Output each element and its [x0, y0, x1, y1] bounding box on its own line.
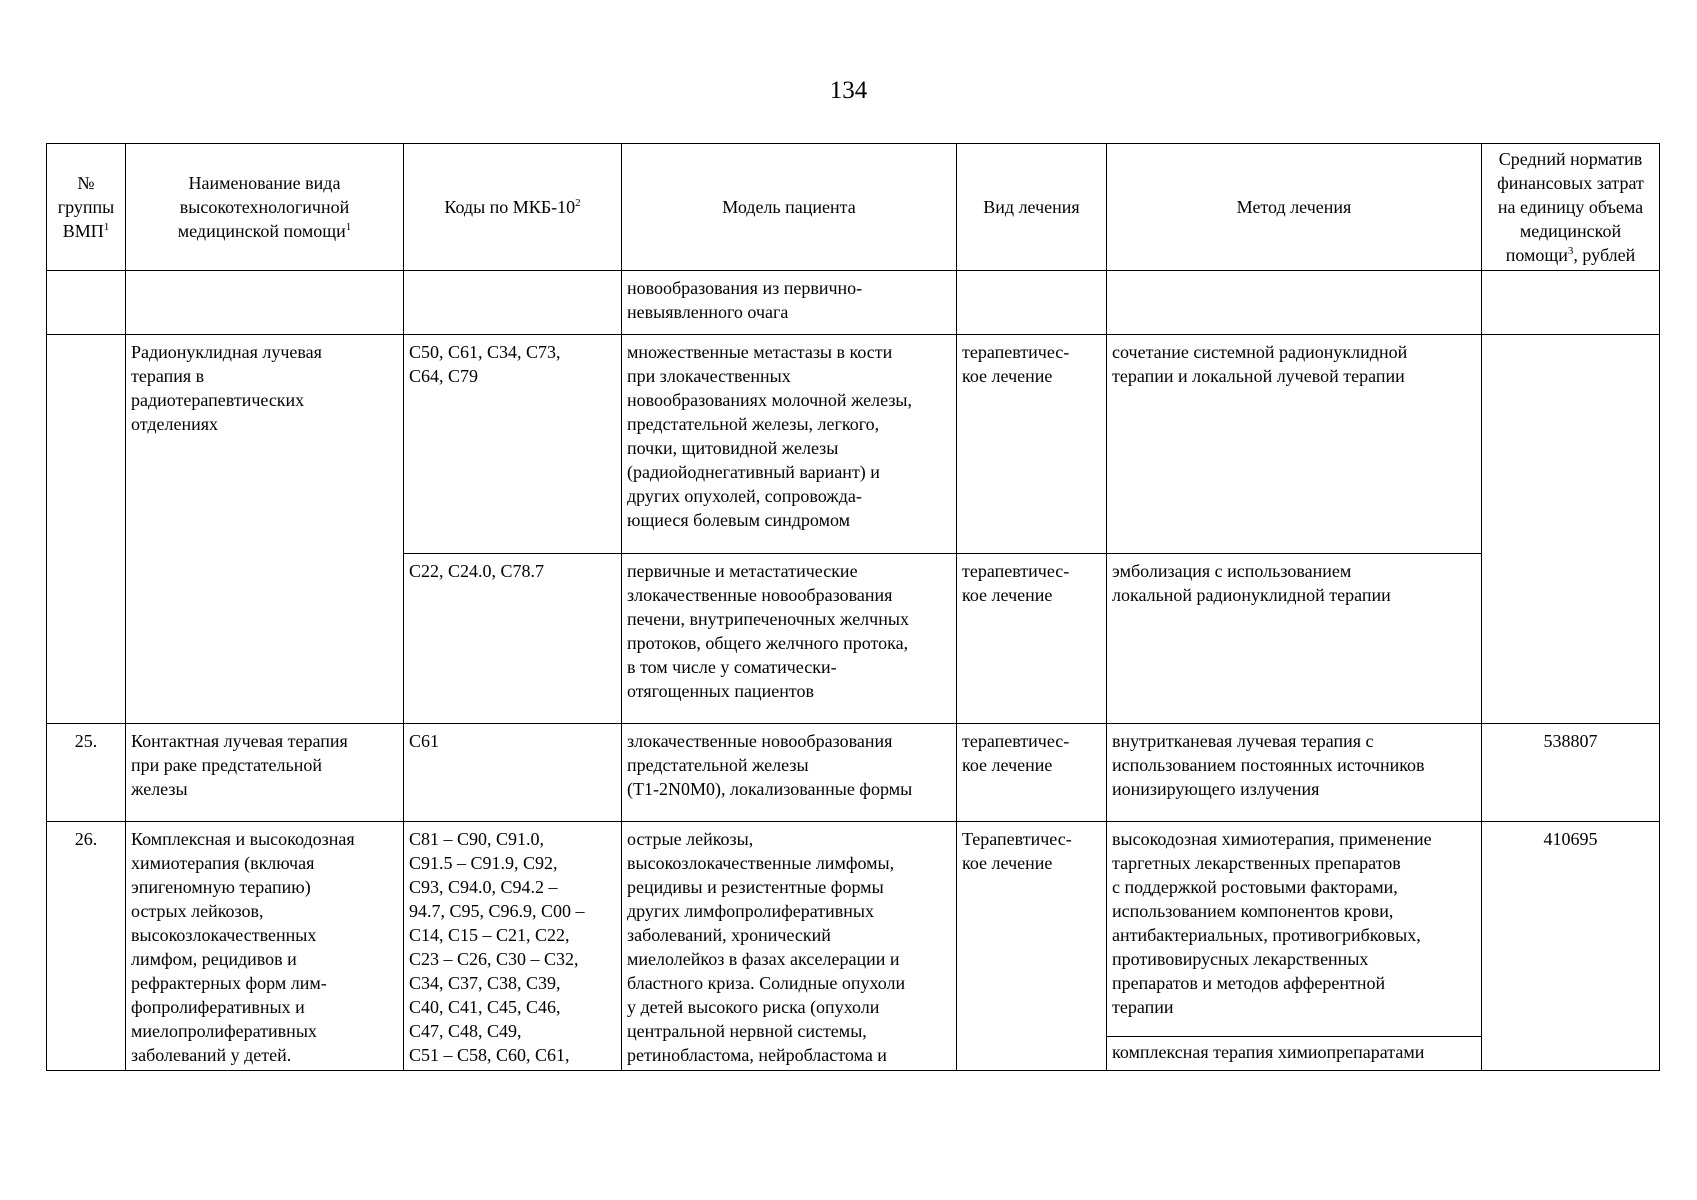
cell-icd-codes: C50, C61, C34, C73, C64, C79	[404, 335, 622, 554]
cell-patient-model: острые лейкозы, высокозлокачественные лимфомы, рецидивы и резистентные формы других лимфопролиферативных заболеваний, хронический миелолейкоз в фазах акселерации и бластного криза. Солидные опухоли у детей высокого риска (опухоли центральной нервной системы, ретинобластома, нейробластома и	[622, 822, 957, 1071]
cell-patient-model: злокачественные новообразования предстательной железы (T1-2N0M0), локализованные формы	[622, 724, 957, 822]
treatment-method-primary: высокодозная химиотерапия, применение таргетных лекарственных препаратов с поддержкой ростовыми факторами, использованием компонентов крови, антибактериальных, противогрибковых, противовирусных лекарственных препаратов и методов афферентной терапии	[1107, 822, 1481, 1037]
cell-treatment-type: Терапевтичес- кое лечение	[957, 822, 1107, 1071]
cell-empty	[47, 271, 126, 335]
cell-empty	[957, 271, 1107, 335]
cell-empty	[1107, 271, 1482, 335]
cell-patient-model: первичные и метастатические злокачественные новообразования печени, внутрипеченочных желчных протоков, общего желчного протока, в том числе у соматически- отягощенных пациентов	[622, 554, 957, 724]
cell-empty	[404, 271, 622, 335]
header-treatment-type: Вид лечения	[957, 144, 1107, 271]
cell-treatment-method: внутритканевая лучевая терапия с использованием постоянных источников ионизирующего излучения	[1107, 724, 1482, 822]
table-header	[47, 144, 1660, 271]
cell-treatment-method	[1107, 822, 1482, 1071]
cell-treatment-type: терапевтичес- кое лечение	[957, 335, 1107, 554]
vmp-table	[46, 143, 1660, 1071]
header-care-type-name: Наименование вида высокотехнологичной медицинской помощи$^1$	[126, 144, 404, 271]
treatment-method-secondary: комплексная терапия химиопрепаратами	[1112, 1042, 1425, 1062]
cell-icd-codes: C61	[404, 724, 622, 822]
cell-care-type-name: Радионуклидная лучевая терапия в радиотерапевтических отделениях	[126, 335, 404, 724]
header-average-cost: Средний норматив финансовых затрат на единицу объема медицинской помощи$^3$, рублей	[1482, 144, 1660, 271]
cell-empty	[1482, 335, 1660, 724]
table-row-25	[47, 724, 1660, 822]
cell-empty	[47, 335, 126, 724]
table-row-continuation	[47, 271, 1660, 335]
cell-icd-codes: C22, C24.0, C78.7	[404, 554, 622, 724]
header-group-number: № группы ВМП$^1$	[47, 144, 126, 271]
cell-patient-model: новообразования из первично- невыявленного очага	[622, 271, 957, 335]
table-row-26	[47, 822, 1660, 1071]
cell-care-type-name: Комплексная и высокодозная химиотерапия (включая эпигеномную терапию) острых лейкозов, высокозлокачественных лимфом, рецидивов и рефрактерных форм лим- фопролиферативных и миелопролиферативных заболеваний у детей.	[126, 822, 404, 1071]
header-icd-codes: Коды по МКБ-$10^2$	[404, 144, 622, 271]
cell-treatment-type: терапевтичес- кое лечение	[957, 724, 1107, 822]
cell-empty	[1482, 271, 1660, 335]
header-treatment-method: Метод лечения	[1107, 144, 1482, 271]
cell-average-cost: 410695	[1482, 822, 1660, 1071]
cell-average-cost: 538807	[1482, 724, 1660, 822]
page-number: 134	[829, 77, 868, 104]
cell-care-type-name: Контактная лучевая терапия при раке предстательной железы	[126, 724, 404, 822]
header-patient-model: Модель пациента	[622, 144, 957, 271]
cell-empty	[126, 271, 404, 335]
cell-treatment-method: эмболизация с использованием локальной радионуклидной терапии	[1107, 554, 1482, 724]
cell-treatment-type: терапевтичес- кое лечение	[957, 554, 1107, 724]
cell-icd-codes: C81 – C90, C91.0, C91.5 – C91.9, C92, C93, C94.0, C94.2 – 94.7, C95, C96.9, C00 – C14, C15 – C21, C22, C23 – C26, C30 – C32, C34, C37, C38, C39, C40, C41, C45, C46, C47, C48, C49, C51 – C58, C60, C61,	[404, 822, 622, 1071]
cell-group-number: 25.	[47, 724, 126, 822]
cell-group-number: 26.	[47, 822, 126, 1071]
table-row-radionuclide-a	[47, 335, 1660, 554]
cell-treatment-method: сочетание системной радионуклидной терапии и локальной лучевой терапии	[1107, 335, 1482, 554]
cell-patient-model: множественные метастазы в кости при злокачественных новообразованиях молочной железы, предстательной железы, легкого, почки, щитовидной железы (радиойоднегативный вариант) и других опухолей, сопровожда- ющиеся болевым синдромом	[622, 335, 957, 554]
